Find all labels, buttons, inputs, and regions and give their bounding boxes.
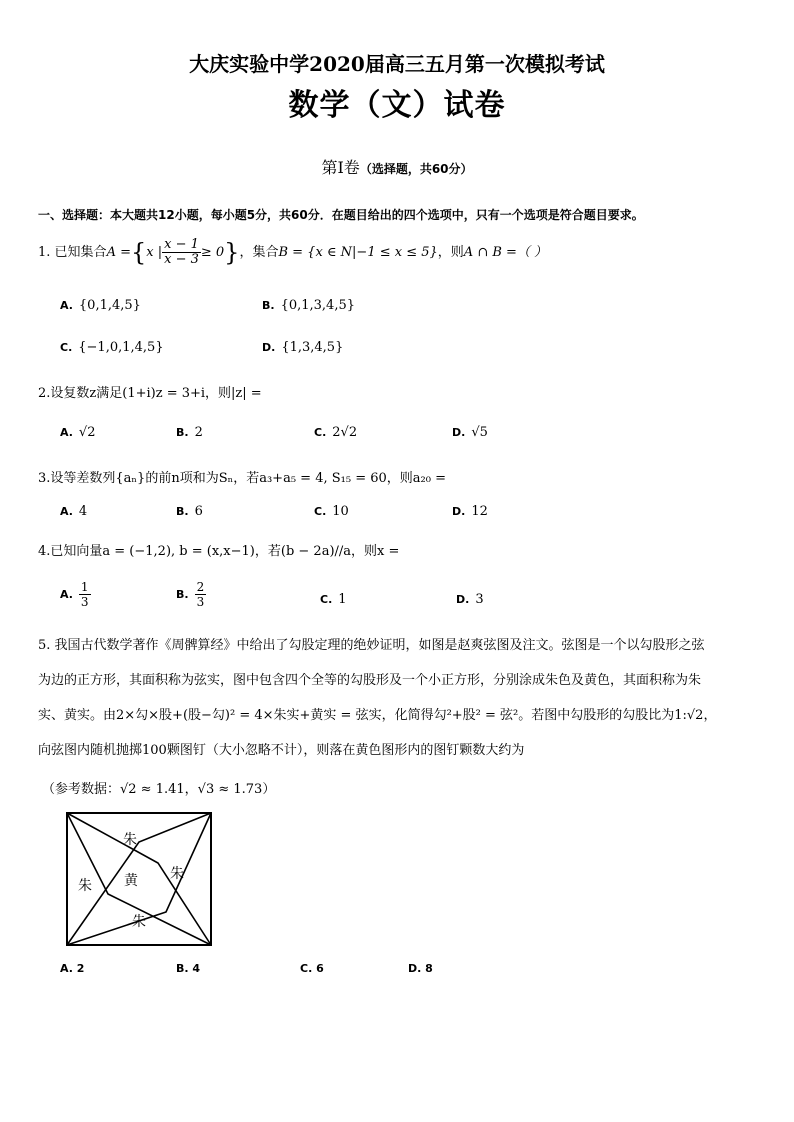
q3-option-a[interactable]: A. 4 — [60, 504, 88, 519]
q5-line-1: 5. 我国古代数学著作《周髀算经》中给出了勾股定理的绝妙证明，如图是赵爽弦图及注文。弦图是一个以勾股形之弦 — [38, 638, 705, 653]
q4-option-b[interactable]: B. $\frac{2}{3}$ — [176, 580, 205, 609]
question-1 — [38, 238, 547, 267]
xian-tu-diagram — [66, 812, 212, 946]
q5-line-4: 向弦图内随机抛掷100颗图钉（大小忽略不计），则落在黄色图形内的图钉颗数大约为 — [38, 743, 525, 758]
q3-option-b[interactable]: B. 6 — [176, 504, 203, 519]
label-right-zhu: 朱 — [170, 866, 184, 882]
q4-option-d[interactable]: D. 3 — [456, 592, 484, 607]
q1-text-1: 已知集合 — [54, 245, 107, 260]
q1-setA-pre: A = — [106, 245, 131, 260]
q4-option-c[interactable]: C. 1 — [320, 592, 347, 607]
q5-option-a[interactable]: A. 2 — [60, 962, 85, 975]
q4-b-fraction: $\frac{2}{3}$ — [196, 580, 205, 609]
q4-option-a[interactable]: A. $\frac{1}{3}$ — [60, 580, 89, 609]
q2-option-b[interactable]: B. 2 — [176, 425, 203, 440]
exam-title: 大庆实验中学2020届高三五月第一次模拟考试 — [189, 52, 605, 76]
q5-line-3: 实、黄实。由2×勾×股+(股−勾)² = 4×朱实+黄实 = 弦实，化简得勾²+股² = 弦²。若图中勾股形的勾股比为1:√2， — [38, 708, 717, 723]
q4-a-fraction: $\frac{1}{3}$ — [80, 580, 89, 609]
q5-line-2: 为边的正方形，其面积称为弦实，图中包含四个全等的勾股形及一个小正方形，分别涂成朱色及黄色，其面积称为朱 — [38, 673, 702, 688]
q1-frac-den: x − 3 — [164, 252, 199, 267]
q1-frac-num: x − 1 — [164, 237, 199, 252]
q1-text-2: ，集合 — [239, 245, 279, 260]
q1-setB: B = {x ∈ N|−1 ≤ x ≤ 5} — [278, 245, 438, 260]
label-center-huang: 黄 — [124, 873, 138, 889]
q2-option-a[interactable]: A. √2 — [60, 425, 96, 440]
q1-option-b[interactable]: B. {0,1,3,4,5} — [262, 298, 356, 313]
q5-option-b[interactable]: B. 4 — [176, 962, 201, 975]
question-3: 3.设等差数列{aₙ}的前n项和为Sₙ，若a₃+a₅ = 4, S₁₅ = 60，则a₂₀ = — [38, 471, 446, 486]
section-heading: 一、选择题：本大题共12小题，每小题5分，共60分．在题目给出的四个选项中，只有一个选项是符合题目要求。 — [38, 208, 644, 222]
q1-option-a[interactable]: A. {0,1,4,5} — [60, 298, 141, 313]
q1-fraction — [162, 238, 201, 267]
label-left-zhu: 朱 — [78, 878, 92, 894]
q1-setA-var: x | — [146, 245, 163, 260]
q1-setA-post: ≥ 0 — [200, 245, 225, 260]
q2-option-d[interactable]: D. √5 — [452, 425, 488, 440]
label-top-zhu: 朱 — [123, 832, 137, 848]
question-4: 4.已知向量a = (−1,2), b = (x,x−1)，若(b − 2a)//a，则x = — [38, 544, 400, 559]
q5-option-c[interactable]: C. 6 — [300, 962, 324, 975]
question-2: 2.设复数z满足(1+i)z = 3+i，则|z| = — [38, 386, 262, 401]
part-title: 第Ⅰ卷 — [321, 158, 360, 177]
q3-option-d[interactable]: D. 12 — [452, 504, 488, 519]
q3-option-c[interactable]: C. 10 — [314, 504, 349, 519]
q1-option-c[interactable]: C. {−1,0,1,4,5} — [60, 340, 164, 355]
q2-option-c[interactable]: C. 2√2 — [314, 425, 358, 440]
q1-ask: A ∩ B =（ ） — [463, 245, 548, 260]
q5-option-d[interactable]: D. 8 — [408, 962, 433, 975]
exam-subtitle: 数学（文）试卷 — [288, 88, 506, 123]
q1-number: 1. — [38, 245, 51, 260]
q5-reference: （参考数据：√2 ≈ 1.41，√3 ≈ 1.73） — [42, 782, 276, 797]
part-heading — [0, 155, 794, 178]
label-bottom-zhu: 朱 — [132, 914, 146, 930]
q1-text-3: ，则 — [437, 245, 464, 260]
part-note: （选择题，共60分） — [359, 162, 473, 176]
q1-option-d[interactable]: D. {1,3,4,5} — [262, 340, 344, 355]
q1-brace-left: { — [130, 238, 147, 267]
q1-brace-right: } — [224, 238, 240, 267]
